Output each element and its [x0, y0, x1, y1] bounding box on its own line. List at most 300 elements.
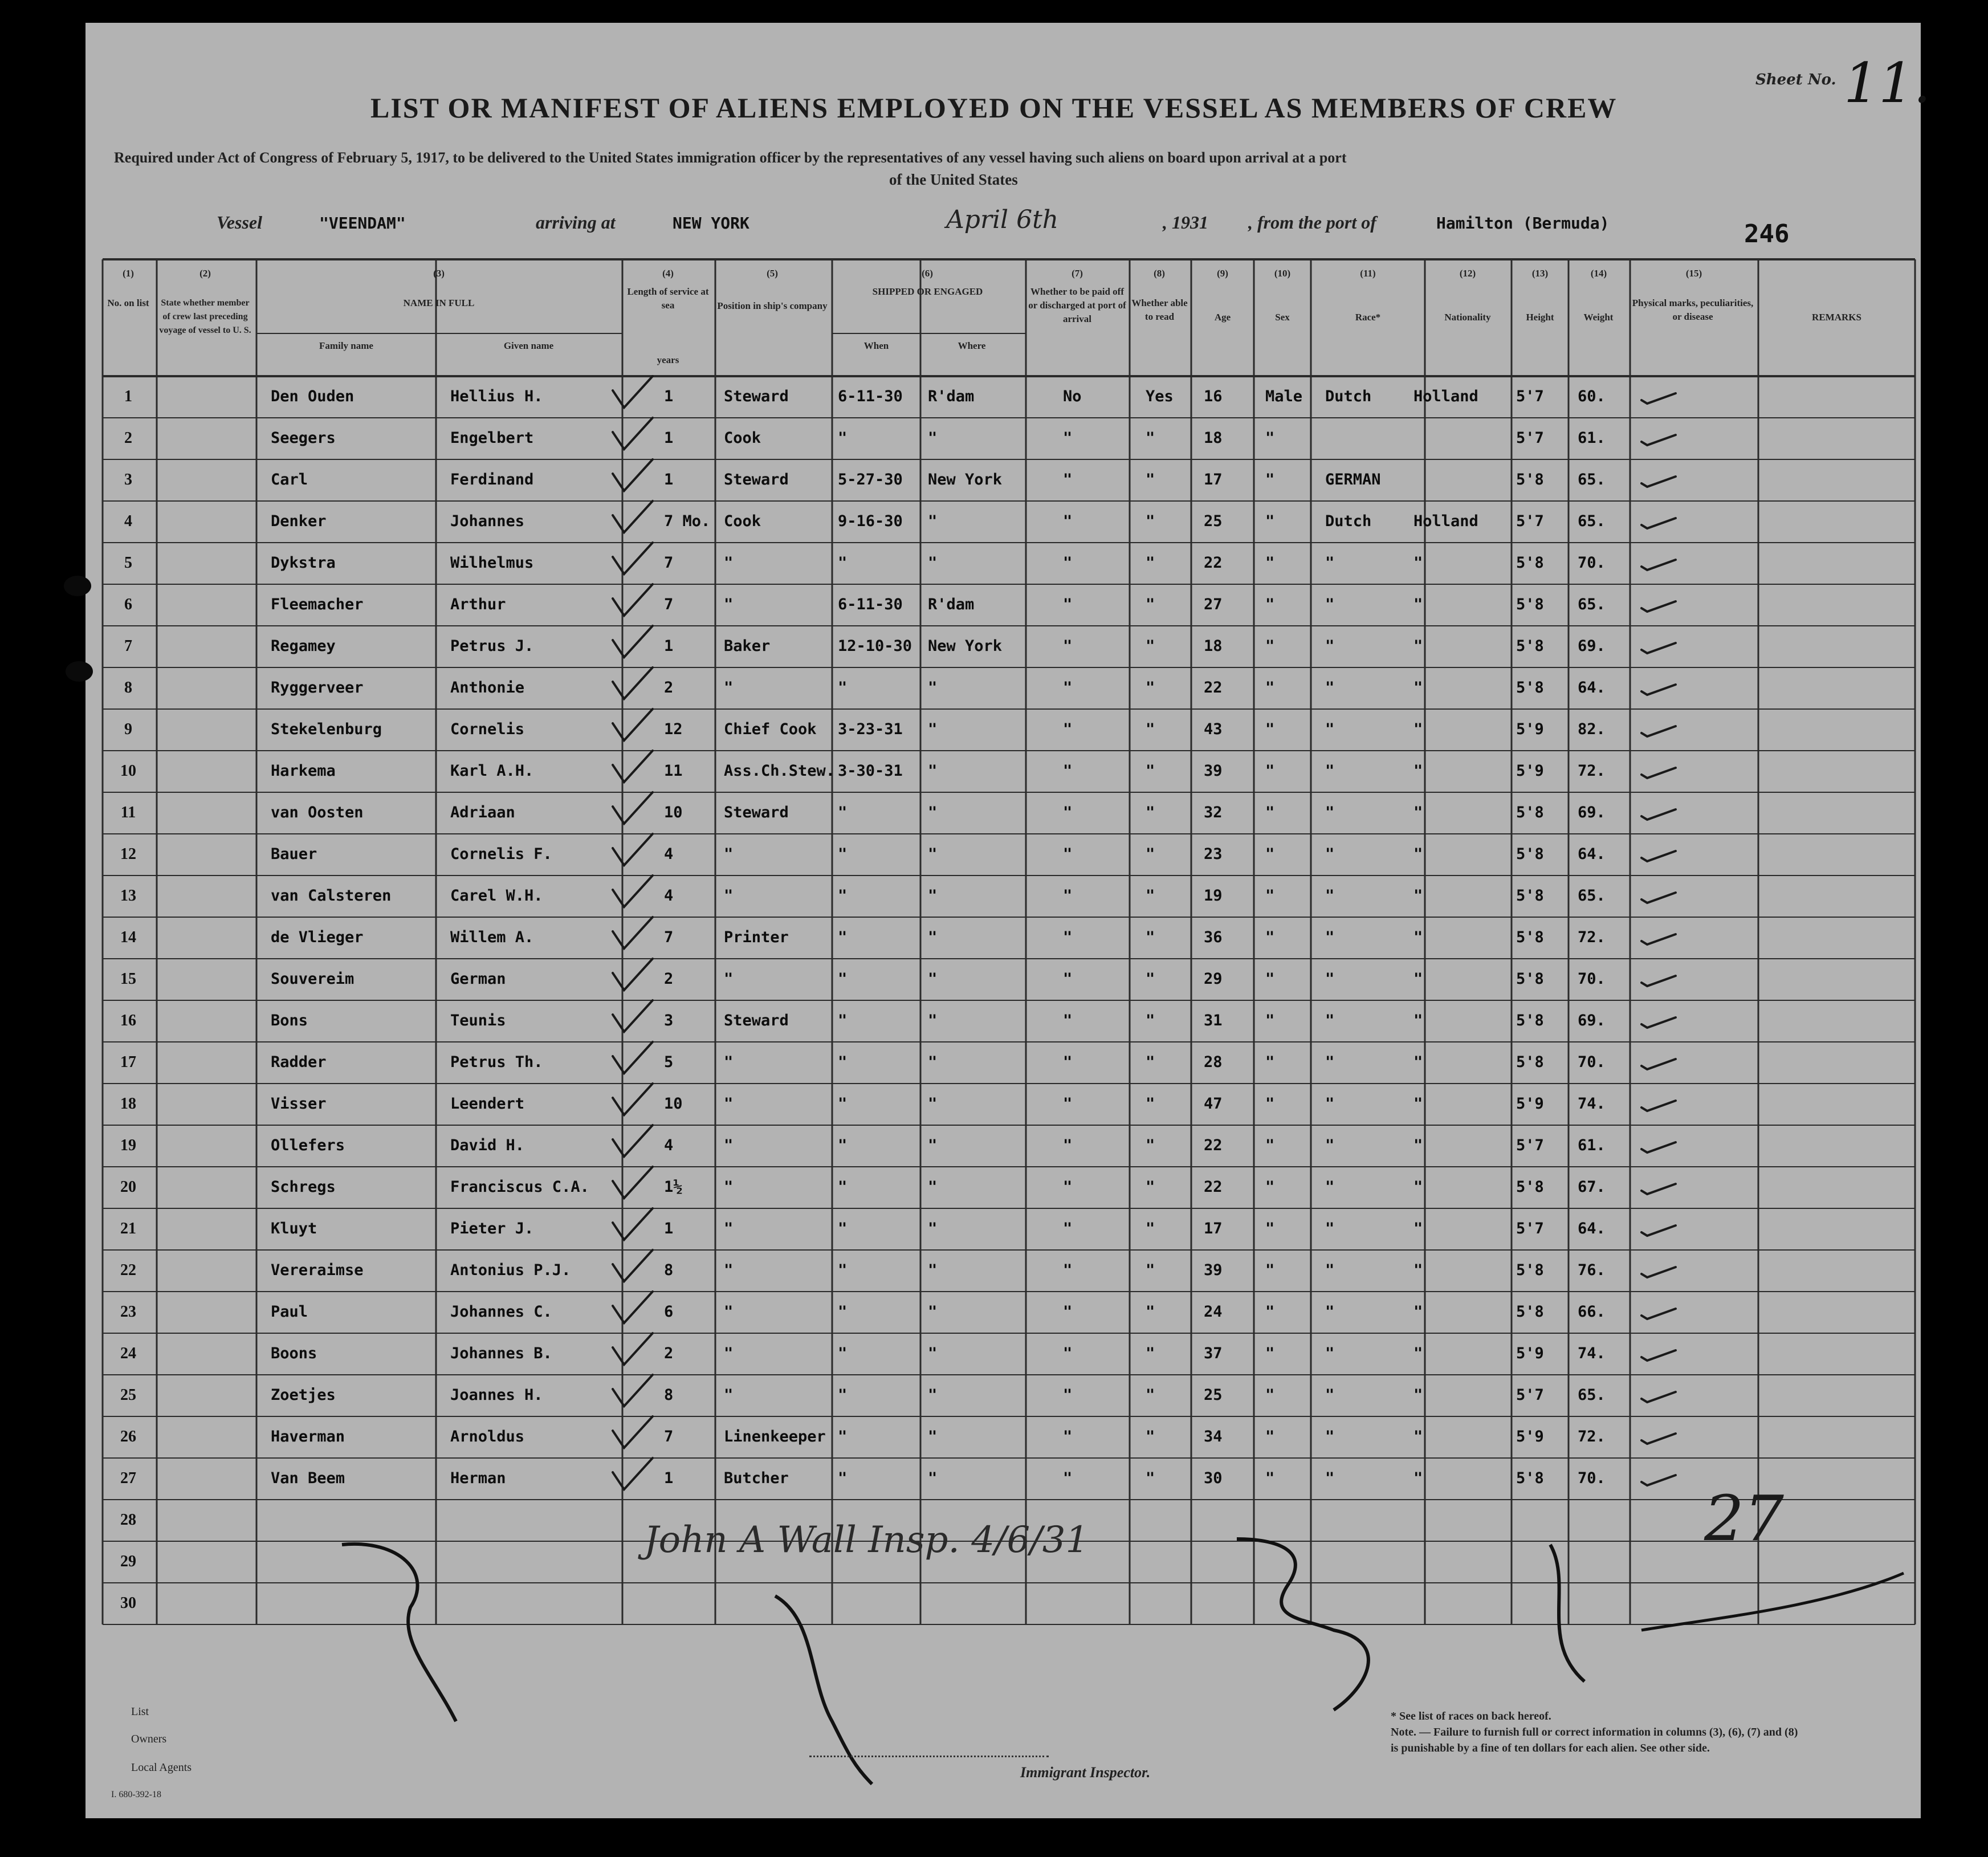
column-number: (1): [123, 268, 134, 279]
cell-shipped-where: ": [928, 1178, 938, 1196]
column-number: (2): [199, 268, 211, 279]
cell-sex: ": [1265, 1303, 1275, 1321]
cell-family-name: Van Beem: [271, 1469, 345, 1487]
check-mark: [613, 875, 653, 907]
cell-weight: 76.: [1578, 1261, 1606, 1279]
cell-given-name: German: [450, 970, 506, 988]
cell-given-name: Johannes B.: [450, 1345, 552, 1362]
check-mark: [613, 1125, 653, 1156]
cell-length-of-service: 8: [664, 1386, 674, 1404]
column-number: (13): [1531, 268, 1549, 279]
inspector-signature-line: [809, 1756, 1049, 1757]
cell-height: 5'7: [1516, 1137, 1544, 1154]
dash-mark: [1641, 393, 1676, 404]
cell-age: 43: [1204, 720, 1223, 738]
cell-given-name: Franciscus C.A.: [450, 1178, 589, 1196]
cell-age: 24: [1204, 1303, 1223, 1321]
cell-shipped-when: 5-27-30: [838, 471, 903, 488]
cell-sex: ": [1265, 1137, 1275, 1154]
cell-sex: ": [1265, 637, 1275, 655]
cell-able-to-read: ": [1146, 554, 1155, 572]
cell-height: 5'8: [1516, 970, 1544, 988]
cell-paid-off: ": [1063, 720, 1073, 738]
cell-nationality: ": [1413, 762, 1423, 780]
check-mark: [613, 959, 653, 990]
cell-sex: ": [1265, 1012, 1275, 1029]
column-number: (5): [767, 268, 778, 279]
cell-nationality: ": [1413, 1386, 1423, 1404]
cell-height: 5'8: [1516, 804, 1544, 821]
cell-length-of-service: 1: [664, 429, 674, 447]
cell-paid-off: ": [1063, 1428, 1073, 1445]
cell-family-name: Zoetjes: [271, 1386, 336, 1404]
cell-position: Cook: [724, 429, 761, 447]
cell-given-name: Joannes H.: [450, 1386, 543, 1404]
dash-mark: [1641, 1350, 1676, 1361]
cell-nationality: ": [1413, 1053, 1423, 1071]
header-length-of-service: Length of service at sea: [627, 286, 709, 311]
row-number: 12: [120, 845, 136, 863]
cell-given-name: Leendert: [450, 1095, 525, 1113]
cell-given-name: Petrus J.: [450, 637, 534, 655]
cell-race: ": [1325, 1053, 1335, 1071]
cell-able-to-read: ": [1146, 762, 1155, 780]
dash-mark: [1641, 435, 1676, 445]
cell-shipped-when: 3-23-31: [838, 720, 903, 738]
cell-position: ": [724, 679, 734, 697]
cell-nationality: ": [1413, 1012, 1423, 1029]
header-age: Age: [1214, 312, 1231, 323]
dash-mark: [1641, 518, 1676, 528]
cell-height: 5'8: [1516, 1303, 1544, 1321]
cell-race: Dutch: [1325, 388, 1372, 405]
cell-height: 5'7: [1516, 429, 1544, 447]
dash-mark: [1641, 1267, 1676, 1277]
dash-mark: [1641, 1059, 1676, 1069]
column-number: (8): [1154, 268, 1165, 279]
cell-sex: ": [1265, 720, 1275, 738]
cell-length-of-service: 5: [664, 1053, 674, 1071]
cell-given-name: Pieter J.: [450, 1220, 534, 1237]
cell-age: 47: [1204, 1095, 1223, 1113]
cell-height: 5'8: [1516, 1469, 1544, 1487]
cell-age: 22: [1204, 1178, 1223, 1196]
cell-age: 30: [1204, 1469, 1223, 1487]
cell-given-name: Petrus Th.: [450, 1053, 543, 1071]
dash-mark: [1641, 976, 1676, 986]
cell-shipped-when: 6-11-30: [838, 596, 903, 613]
cell-nationality: ": [1413, 1345, 1423, 1362]
stamp-number: 246: [1744, 219, 1790, 249]
header-where: Where: [958, 340, 986, 351]
cell-given-name: Antonius P.J.: [450, 1261, 571, 1279]
cell-shipped-when: ": [838, 845, 848, 863]
cell-race: ": [1325, 1469, 1335, 1487]
cell-age: 17: [1204, 471, 1223, 488]
cell-position: Baker: [724, 637, 771, 655]
cell-length-of-service: 7: [664, 554, 674, 572]
cell-paid-off: ": [1063, 596, 1073, 613]
cell-paid-off: ": [1063, 1303, 1073, 1321]
cell-shipped-when: 9-16-30: [838, 512, 903, 530]
cell-given-name: Ferdinand: [450, 471, 534, 488]
header-sex: Sex: [1275, 312, 1290, 323]
cell-given-name: Karl A.H.: [450, 762, 534, 780]
cell-age: 22: [1204, 679, 1223, 697]
cell-able-to-read: ": [1146, 1137, 1155, 1154]
dash-mark: [1641, 1225, 1676, 1236]
check-mark: [613, 751, 653, 782]
cell-paid-off: ": [1063, 804, 1073, 821]
signature-scribble: [342, 1544, 456, 1721]
cell-weight: 65.: [1578, 512, 1606, 530]
cell-able-to-read: ": [1146, 471, 1155, 488]
cell-nationality: ": [1413, 596, 1423, 613]
cell-race: ": [1325, 1303, 1335, 1321]
cell-length-of-service: 10: [664, 1095, 683, 1113]
cell-family-name: Seegers: [271, 429, 336, 447]
dash-mark: [1641, 851, 1676, 861]
row-number: 10: [120, 762, 136, 780]
row-number: 8: [124, 679, 132, 697]
cell-given-name: Wilhelmus: [450, 554, 534, 572]
cell-able-to-read: ": [1146, 1261, 1155, 1279]
cell-given-name: Anthonie: [450, 679, 525, 697]
cell-length-of-service: 1½: [664, 1178, 683, 1196]
cell-nationality: ": [1413, 887, 1423, 905]
cell-paid-off: ": [1063, 1261, 1073, 1279]
cell-able-to-read: ": [1146, 1095, 1155, 1113]
cell-weight: 72.: [1578, 1428, 1606, 1445]
cell-family-name: Harkema: [271, 762, 336, 780]
cell-height: 5'8: [1516, 596, 1544, 613]
cell-family-name: Stekelenburg: [271, 720, 382, 738]
cell-weight: 70.: [1578, 1053, 1606, 1071]
cell-shipped-when: ": [838, 1345, 848, 1362]
cell-race: ": [1325, 1386, 1335, 1404]
sheet-label: Sheet No.: [1755, 71, 1836, 88]
column-number: (15): [1685, 268, 1702, 279]
cell-able-to-read: ": [1146, 429, 1155, 447]
dash-mark: [1641, 1309, 1676, 1319]
cell-position: Steward: [724, 388, 789, 405]
row-number: 15: [120, 970, 136, 988]
cell-paid-off: ": [1063, 679, 1073, 697]
cell-family-name: Ollefers: [271, 1137, 345, 1154]
cell-age: 18: [1204, 637, 1223, 655]
cell-height: 5'7: [1516, 1220, 1544, 1237]
cell-paid-off: ": [1063, 1178, 1073, 1196]
cell-family-name: Carl: [271, 471, 308, 488]
dash-mark: [1641, 643, 1676, 653]
check-mark: [613, 792, 653, 824]
cell-height: 5'8: [1516, 1178, 1544, 1196]
cell-age: 39: [1204, 762, 1223, 780]
cell-race: ": [1325, 1428, 1335, 1445]
cell-shipped-where: ": [928, 1012, 938, 1029]
dash-mark: [1641, 1392, 1676, 1402]
cell-age: 32: [1204, 804, 1223, 821]
header-paid-off: Whether to be paid off or discharged at port of arrival: [1028, 286, 1126, 324]
cell-able-to-read: ": [1146, 512, 1155, 530]
cell-family-name: Dykstra: [271, 554, 336, 572]
cell-height: 5'8: [1516, 554, 1544, 572]
header-when: When: [863, 340, 889, 351]
cell-shipped-where: ": [928, 1137, 938, 1154]
cell-age: 29: [1204, 970, 1223, 988]
cell-able-to-read: ": [1146, 637, 1155, 655]
cell-height: 5'7: [1516, 388, 1544, 405]
cell-able-to-read: ": [1146, 929, 1155, 946]
cell-shipped-where: ": [928, 720, 938, 738]
cell-able-to-read: ": [1146, 845, 1155, 863]
arriving-label: arriving at: [536, 212, 616, 233]
check-mark: [613, 459, 653, 491]
cell-race: ": [1325, 845, 1335, 863]
dash-mark: [1641, 1142, 1676, 1153]
cell-shipped-when: 12-10-30: [838, 637, 912, 655]
cell-family-name: Denker: [271, 512, 327, 530]
cell-sex: ": [1265, 887, 1275, 905]
cell-weight: 65.: [1578, 1386, 1606, 1404]
cell-family-name: Fleemacher: [271, 596, 364, 613]
cell-given-name: Arthur: [450, 596, 506, 613]
cell-sex: ": [1265, 970, 1275, 988]
footer-list-label: List: [131, 1705, 149, 1718]
cell-weight: 72.: [1578, 762, 1606, 780]
check-mark: [613, 917, 653, 948]
row-number: 11: [120, 804, 136, 821]
cell-shipped-where: ": [928, 804, 938, 821]
from-port: Hamilton (Bermuda): [1436, 214, 1610, 233]
cell-able-to-read: Yes: [1146, 388, 1174, 405]
cell-weight: 65.: [1578, 471, 1606, 488]
dash-mark: [1641, 560, 1676, 570]
cell-given-name: Cornelis F.: [450, 845, 552, 863]
cell-family-name: van Calsteren: [271, 887, 392, 905]
cell-sex: ": [1265, 1095, 1275, 1113]
cell-length-of-service: 4: [664, 887, 674, 905]
column-number: (9): [1217, 268, 1228, 279]
header-family-name: Family name: [319, 340, 373, 351]
cell-nationality: ": [1413, 1178, 1423, 1196]
check-mark: [613, 1375, 653, 1406]
cell-able-to-read: ": [1146, 720, 1155, 738]
cell-position: Linenkeeper: [724, 1428, 826, 1445]
cell-shipped-when: ": [838, 1428, 848, 1445]
cell-shipped-when: ": [838, 1137, 848, 1154]
dash-mark: [1641, 1101, 1676, 1111]
cell-given-name: Teunis: [450, 1012, 506, 1029]
cell-nationality: ": [1413, 1303, 1423, 1321]
dash-mark: [1641, 809, 1676, 820]
cell-age: 18: [1204, 429, 1223, 447]
cell-sex: ": [1265, 1345, 1275, 1362]
cell-nationality: ": [1413, 1261, 1423, 1279]
cell-paid-off: ": [1063, 1095, 1073, 1113]
cell-length-of-service: 2: [664, 1345, 674, 1362]
cell-length-of-service: 7: [664, 929, 674, 946]
cell-paid-off: ": [1063, 1469, 1073, 1487]
cell-age: 34: [1204, 1428, 1223, 1445]
row-number: 18: [120, 1095, 136, 1113]
check-mark: [613, 626, 653, 657]
cell-weight: 69.: [1578, 804, 1606, 821]
cell-age: 17: [1204, 1220, 1223, 1237]
cell-position: Steward: [724, 471, 789, 488]
header-length-unit: years: [657, 355, 679, 365]
dash-mark: [1641, 1475, 1676, 1485]
header-able-to-read: Whether able to read: [1131, 298, 1188, 322]
check-mark: [613, 1250, 653, 1281]
cell-shipped-when: ": [838, 1261, 848, 1279]
cell-length-of-service: 1: [664, 1469, 674, 1487]
cell-shipped-when: ": [838, 1469, 848, 1487]
row-number: 23: [120, 1303, 136, 1321]
column-number: (6): [922, 268, 933, 279]
cell-nationality: ": [1413, 1220, 1423, 1237]
cell-race: ": [1325, 1137, 1335, 1154]
cell-nationality: ": [1413, 1469, 1423, 1487]
cell-shipped-where: ": [928, 762, 938, 780]
cell-able-to-read: ": [1146, 1428, 1155, 1445]
row-number: 28: [120, 1511, 136, 1529]
cell-height: 5'8: [1516, 1053, 1544, 1071]
cell-race: ": [1325, 804, 1335, 821]
cell-shipped-when: ": [838, 1012, 848, 1029]
cell-nationality: ": [1413, 720, 1423, 738]
cell-position: ": [724, 1178, 734, 1196]
cell-race: GERMAN: [1325, 471, 1381, 488]
cell-position: ": [724, 1386, 734, 1404]
footer-form-number: I. 680-392-18: [111, 1790, 161, 1799]
cell-shipped-where: ": [928, 1469, 938, 1487]
header-race: Race*: [1355, 312, 1381, 323]
dash-mark: [1641, 1434, 1676, 1444]
cell-nationality: ": [1413, 554, 1423, 572]
column-number: (10): [1274, 268, 1291, 279]
cell-paid-off: ": [1063, 429, 1073, 447]
cell-shipped-where: ": [928, 887, 938, 905]
cell-age: 37: [1204, 1345, 1223, 1362]
check-mark: [613, 1167, 653, 1198]
cell-family-name: Kluyt: [271, 1220, 317, 1237]
cell-height: 5'9: [1516, 1428, 1544, 1445]
cell-sex: ": [1265, 1053, 1275, 1071]
cell-paid-off: ": [1063, 1386, 1073, 1404]
cell-height: 5'9: [1516, 1345, 1544, 1362]
cell-able-to-read: ": [1146, 1386, 1155, 1404]
header-remarks: REMARKS: [1812, 312, 1861, 323]
cell-height: 5'9: [1516, 762, 1544, 780]
cell-given-name: Johannes C.: [450, 1303, 552, 1321]
cell-shipped-when: ": [838, 1220, 848, 1237]
cell-family-name: Schregs: [271, 1178, 336, 1196]
cell-height: 5'9: [1516, 1095, 1544, 1113]
cell-paid-off: ": [1063, 845, 1073, 863]
cell-length-of-service: 2: [664, 679, 674, 697]
vessel-label: Vessel: [217, 212, 262, 233]
cell-height: 5'8: [1516, 845, 1544, 863]
cell-paid-off: ": [1063, 637, 1073, 655]
cell-position: Chief Cook: [724, 720, 817, 738]
cell-shipped-where: ": [928, 1303, 938, 1321]
arrival-date: April 6th: [946, 205, 1059, 234]
cell-weight: 67.: [1578, 1178, 1606, 1196]
cell-nationality: ": [1413, 637, 1423, 655]
cell-able-to-read: ": [1146, 1469, 1155, 1487]
cell-age: 16: [1204, 388, 1223, 405]
vessel-name: "VEENDAM": [319, 214, 406, 233]
cell-able-to-read: ": [1146, 804, 1155, 821]
header-given-name: Given name: [503, 340, 554, 351]
cell-given-name: Engelbert: [450, 429, 534, 447]
cell-shipped-when: 6-11-30: [838, 388, 903, 405]
cell-length-of-service: 10: [664, 804, 683, 821]
inspector-signature: John A Wall Insp. 4/6/31: [644, 1519, 1089, 1561]
check-mark: [613, 543, 653, 574]
check-mark: [613, 709, 653, 740]
cell-family-name: Bauer: [271, 845, 317, 863]
cell-weight: 74.: [1578, 1095, 1606, 1113]
cell-paid-off: ": [1063, 1345, 1073, 1362]
footer-note-fine-1: Note. — Failure to furnish full or correct information in columns (3), (6), (7) and (8): [1391, 1726, 1798, 1738]
subtitle-line-2: of the United States: [889, 171, 1018, 188]
cell-length-of-service: 1: [664, 471, 674, 488]
cell-given-name: Willem A.: [450, 929, 534, 946]
check-mark: [613, 376, 653, 408]
header-shipped-or-engaged: SHIPPED OR ENGAGED: [872, 286, 983, 297]
cell-given-name: Johannes: [450, 512, 525, 530]
cell-length-of-service: 1: [664, 388, 674, 405]
cell-nationality: ": [1413, 1095, 1423, 1113]
from-label: , from the port of: [1248, 212, 1376, 233]
cell-sex: ": [1265, 1178, 1275, 1196]
check-mark: [613, 418, 653, 449]
cell-position: Steward: [724, 1012, 789, 1029]
row-number: 6: [124, 596, 132, 613]
dash-mark: [1641, 934, 1676, 944]
cell-weight: 64.: [1578, 1220, 1606, 1237]
cell-length-of-service: 4: [664, 845, 674, 863]
cell-given-name: David H.: [450, 1137, 525, 1154]
cell-sex: ": [1265, 679, 1275, 697]
header-position: Position in ship's company: [717, 300, 828, 311]
cell-shipped-where: R'dam: [928, 388, 975, 405]
cell-race: ": [1325, 1345, 1335, 1362]
cell-weight: 70.: [1578, 554, 1606, 572]
cell-given-name: Adriaan: [450, 804, 515, 821]
row-number: 24: [120, 1345, 136, 1362]
header-weight: Weight: [1583, 312, 1614, 323]
cell-able-to-read: ": [1146, 970, 1155, 988]
cell-paid-off: ": [1063, 554, 1073, 572]
cell-nationality: ": [1413, 1428, 1423, 1445]
cell-able-to-read: ": [1146, 1053, 1155, 1071]
cell-length-of-service: 1: [664, 637, 674, 655]
row-number: 27: [120, 1469, 136, 1487]
check-mark: [613, 584, 653, 616]
cell-able-to-read: ": [1146, 679, 1155, 697]
row-number: 5: [124, 554, 132, 572]
cell-able-to-read: ": [1146, 1220, 1155, 1237]
cell-race: ": [1325, 679, 1335, 697]
cell-height: 5'7: [1516, 512, 1544, 530]
cell-family-name: Regamey: [271, 637, 336, 655]
cell-shipped-where: ": [928, 1053, 938, 1071]
cell-paid-off: ": [1063, 887, 1073, 905]
cell-sex: ": [1265, 596, 1275, 613]
